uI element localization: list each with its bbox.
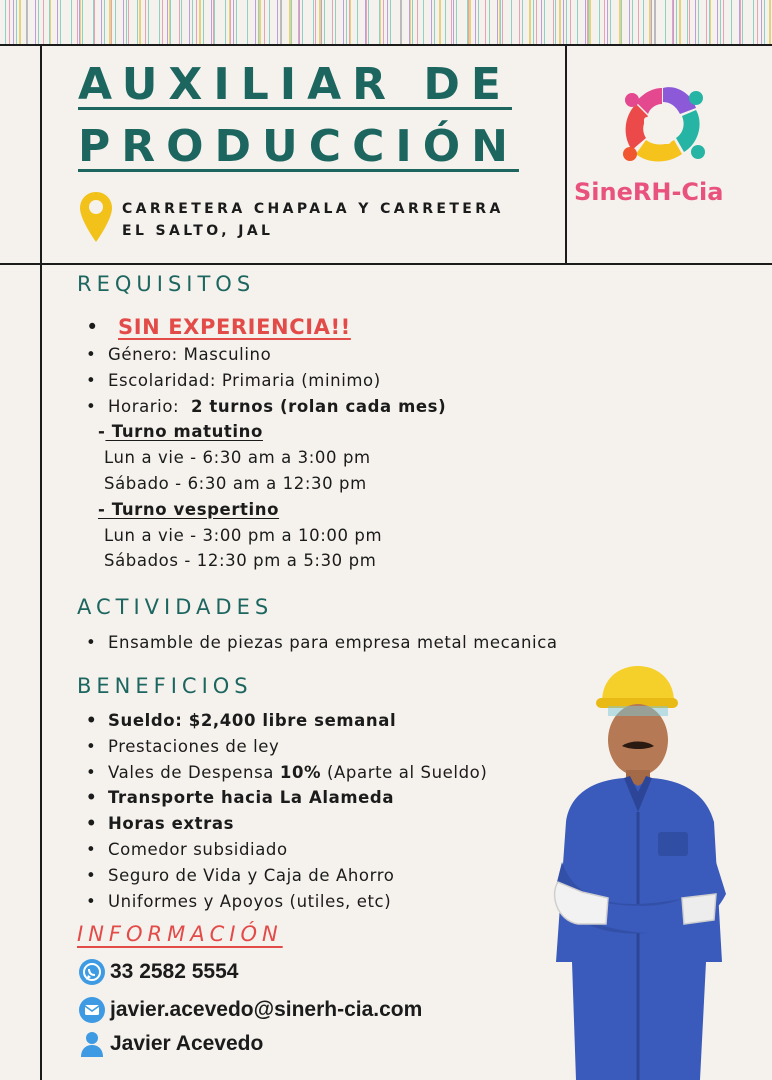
list-item: Lun a vie - 6:30 am a 3:00 pm (104, 448, 371, 468)
list-item: • Horas extras (82, 811, 487, 837)
divider-vertical-right (565, 46, 567, 264)
vales-text: Vales de Despensa (108, 762, 280, 782)
turno-title: Turno matutino (105, 422, 263, 442)
list-item: Lun a vie - 3:00 pm a 10:00 pm (104, 525, 383, 545)
email-icon (78, 996, 106, 1024)
map-pin-icon (78, 190, 114, 244)
list-item (82, 760, 487, 786)
turno-matutino-title (82, 419, 446, 445)
contact-phone[interactable] (78, 958, 238, 986)
decorative-stripes (0, 0, 772, 46)
turno-prefix: - (98, 422, 106, 442)
list-item: • Escolaridad: Primaria (minimo) (82, 368, 446, 394)
list-item: • Ensamble de piezas para empresa metal mecanica (82, 630, 558, 656)
company-logo (574, 80, 754, 206)
section-heading-informacion: INFORMACIÓN (77, 922, 283, 946)
divider-horizontal (0, 263, 772, 265)
list-item (82, 312, 446, 342)
requisitos-list (82, 312, 446, 574)
beneficios-list (82, 708, 487, 914)
whatsapp-icon (78, 958, 106, 986)
person-icon (78, 1030, 106, 1058)
turno-title: - Turno vespertino (98, 499, 280, 519)
divider-vertical-left (40, 46, 42, 1080)
contact-person-name: Javier Acevedo (110, 1032, 264, 1055)
list-item: • Prestaciones de ley (82, 734, 487, 760)
title-line-1: AUXILIAR DE (78, 59, 512, 110)
logo-text: SineRH-Cia (574, 178, 724, 206)
actividades-list (82, 630, 558, 656)
list-item: • Comedor subsidiado (82, 837, 487, 863)
list-item: • Seguro de Vida y Caja de Ahorro (82, 863, 487, 889)
list-item: • Sueldo: $2,400 libre semanal (82, 708, 487, 734)
page-title (78, 54, 519, 178)
email-address[interactable]: javier.acevedo@sinerh-cia.com (110, 998, 423, 1021)
horario-value: 2 turnos (rolan cada mes) (190, 396, 447, 416)
title-line-2: PRODUCCIÓN (78, 121, 519, 172)
list-item: • Uniformes y Apoyos (utiles, etc) (82, 889, 487, 915)
address (122, 198, 504, 242)
horario-label: Horario: (108, 396, 180, 416)
logo-mark-icon (618, 80, 708, 170)
sin-experiencia-highlight: SIN EXPERIENCIA!! (118, 315, 351, 339)
list-item: Sábado - 6:30 am a 12:30 pm (104, 473, 367, 493)
list-item: • Género: Masculino (82, 342, 446, 368)
worker-illustration (546, 662, 736, 1080)
vales-percent: 10% (279, 762, 322, 782)
list-item (82, 394, 446, 420)
address-line-2: EL SALTO, JAL (122, 223, 274, 239)
section-heading-beneficios: BENEFICIOS (77, 674, 253, 698)
section-heading-requisitos: REQUISITOS (77, 272, 256, 296)
contact-name (78, 1030, 263, 1058)
section-heading-actividades: ACTIVIDADES (77, 595, 274, 619)
list-item: • Transporte hacia La Alameda (82, 785, 487, 811)
phone-number[interactable]: 33 2582 5554 (110, 960, 239, 983)
address-line-1: CARRETERA CHAPALA Y CARRETERA (122, 201, 504, 217)
contact-email[interactable] (78, 996, 422, 1024)
turno-vespertino-title (82, 497, 446, 523)
vales-note: (Aparte al Sueldo) (321, 762, 488, 782)
list-item: Sábados - 12:30 pm a 5:30 pm (104, 551, 377, 571)
